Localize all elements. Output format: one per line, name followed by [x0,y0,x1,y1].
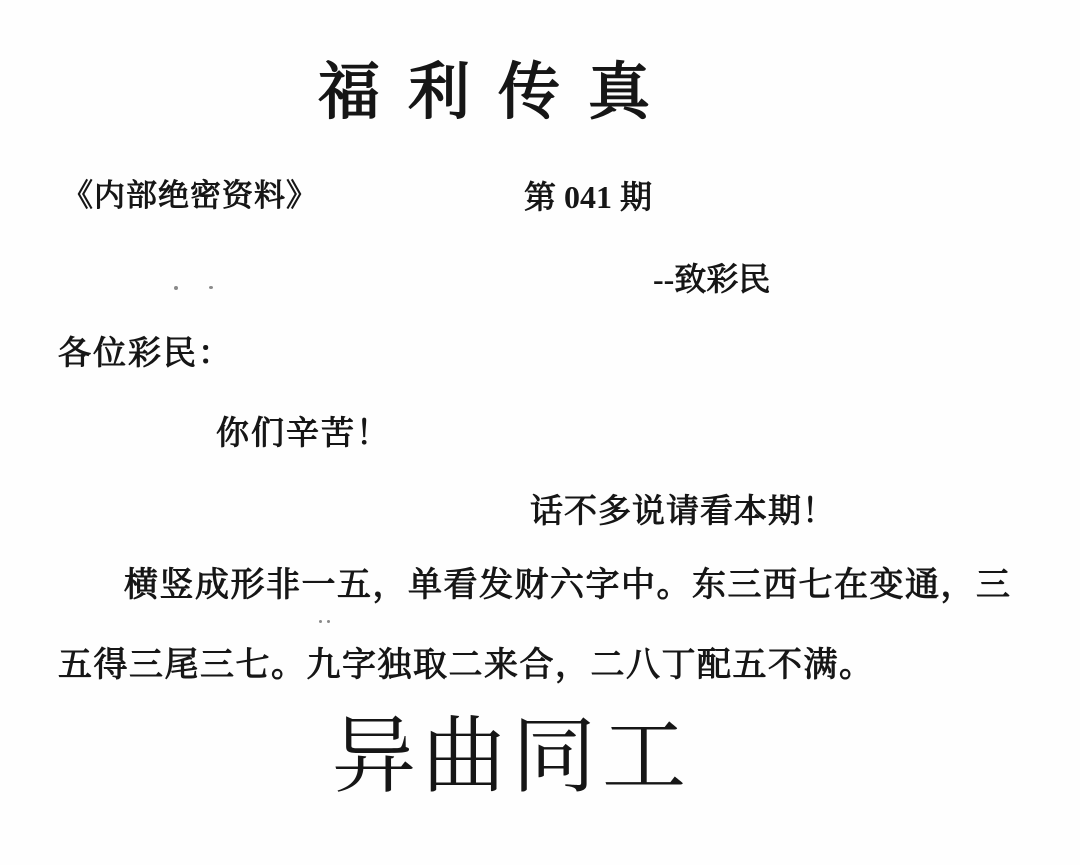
headline-text: 异曲同工 [332,711,693,804]
source-label: 《内部绝密资料》 [62,178,318,213]
scan-artifact-dot [174,286,178,290]
scan-artifact-dot [327,620,330,623]
scan-artifact-dot [209,286,213,289]
verse-line-2: 五得三尾三七。九字独取二来合，二八丁配五不满。 [58,647,875,684]
issue-number-label: 第 041 期 [524,179,653,215]
scan-artifact-dot [319,620,322,623]
dedication-line: --致彩民 [653,261,771,297]
salutation-line: 各位彩民： [58,336,233,372]
document-title: 福利传真 [318,59,679,127]
intro-line: 话不多说请看本期！ [530,494,836,530]
greeting-line: 你们辛苦！ [216,416,391,452]
verse-line-1: 横竖成形非一五，单看发财六字中。东三西七在变通，三 [124,567,1012,604]
